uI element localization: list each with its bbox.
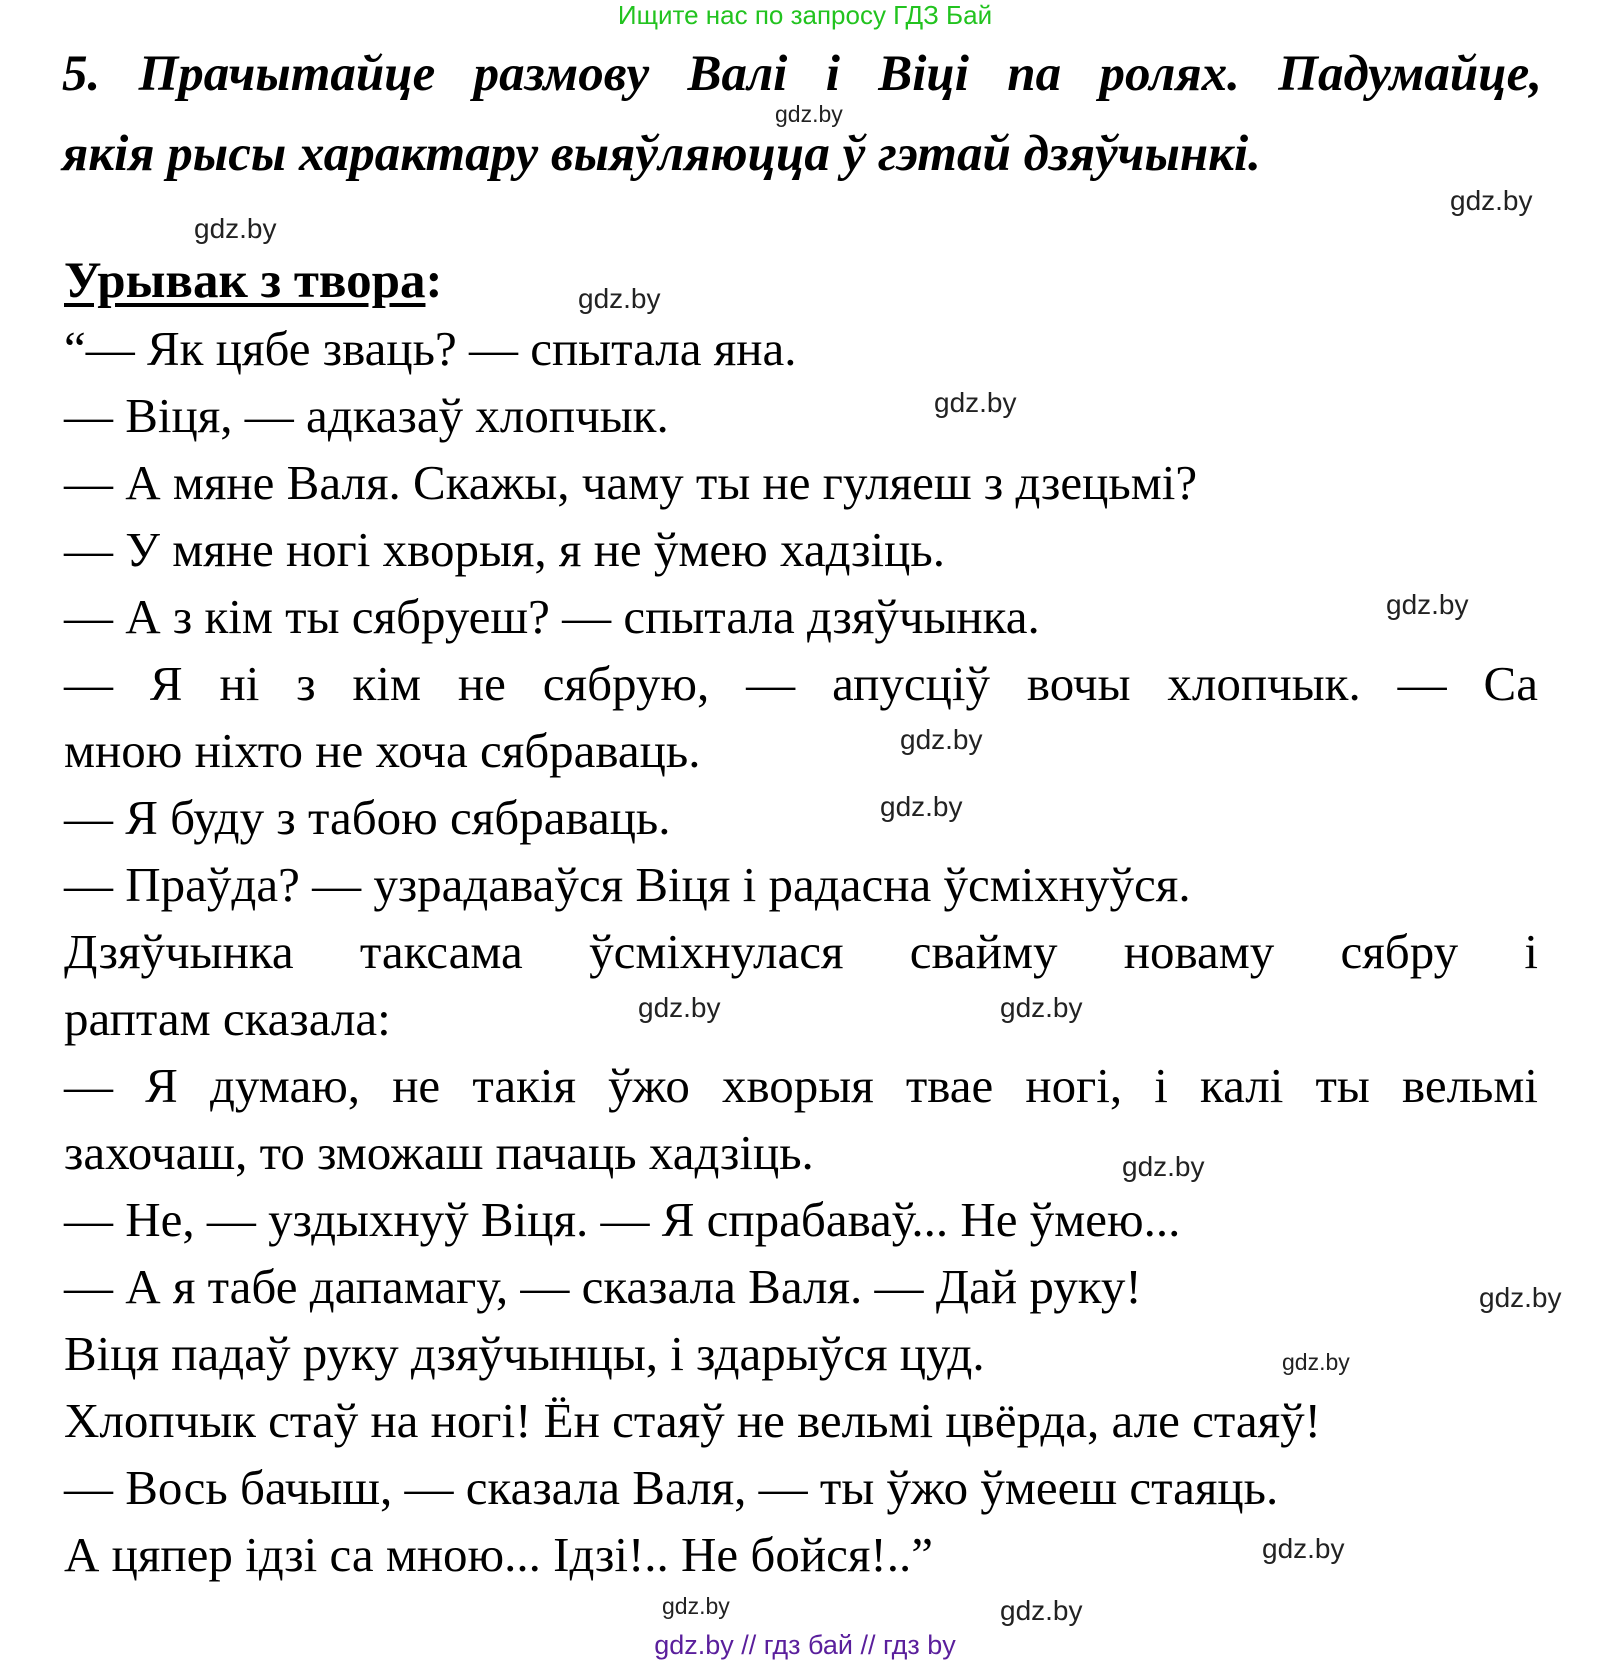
text-line: — У мяне ногі хворыя, я не ўмею хадзіць. bbox=[64, 522, 945, 577]
watermark: gdz.by bbox=[638, 992, 721, 1023]
watermark: gdz.by bbox=[1479, 1282, 1562, 1313]
watermark: gdz.by bbox=[1386, 589, 1469, 620]
watermark: gdz.by bbox=[1450, 185, 1533, 216]
text-line: Віця падаў руку дзяўчынцы, і здарыўся цуд. bbox=[64, 1326, 985, 1381]
watermark: gdz.by bbox=[1000, 1595, 1083, 1626]
text-line: — Віця, — адказаў хлопчык. bbox=[64, 388, 669, 443]
text-line: — А мяне Валя. Скажы, чаму ты не гуляеш з дзецьмі? bbox=[64, 455, 1198, 510]
task-title-line-2: якія рысы характару выяўляюцца ў гэтай дзяўчынкі. bbox=[62, 126, 1261, 182]
watermark: gdz.by bbox=[934, 387, 1017, 418]
text-line: раптам сказала: bbox=[64, 991, 391, 1046]
footer-links: gdz.by // гдз бай // гдз by bbox=[654, 1630, 956, 1660]
text-line: захочаш, то зможаш пачаць хадзіць. bbox=[64, 1125, 814, 1180]
search-banner: Ищите нас по запросу ГДЗ Бай bbox=[617, 0, 993, 30]
text-line: — Я ні з кім не сябрую, — апусціў вочы хлопчык. — Са bbox=[64, 656, 1538, 711]
watermark: gdz.by bbox=[662, 1593, 730, 1619]
watermark: gdz.by bbox=[1262, 1533, 1345, 1564]
watermark: gdz.by bbox=[775, 101, 843, 127]
watermark: gdz.by bbox=[194, 213, 277, 244]
text-line: — Вось бачыш, — сказала Валя, — ты ўжо ўмееш стаяць. bbox=[64, 1460, 1279, 1515]
watermark: gdz.by bbox=[578, 283, 661, 314]
watermark: gdz.by bbox=[1000, 992, 1083, 1023]
text-line: Хлопчык стаў на ногі! Ён стаяў не вельмі цвёрда, але стаяў! bbox=[64, 1393, 1321, 1448]
text-line: Дзяўчынка таксама ўсміхнулася свайму новаму сябру і bbox=[64, 924, 1538, 979]
watermark: gdz.by bbox=[880, 791, 963, 822]
text-line: мною ніхто не хоча сябраваць. bbox=[64, 723, 701, 778]
task-title-line-1: 5. Прачытайце размову Валі і Віці па ролях. Падумайце, bbox=[62, 46, 1542, 102]
text-line: — А з кім ты сябруеш? — спытала дзяўчынка. bbox=[64, 589, 1040, 644]
excerpt-heading-text: Урывак з твора bbox=[64, 253, 426, 309]
excerpt-heading bbox=[64, 248, 442, 314]
text-line: А цяпер ідзі са мною... Ідзі!.. Не бойся!..” bbox=[64, 1527, 933, 1582]
excerpt-heading-colon: : bbox=[425, 253, 443, 309]
text-line: — А я табе дапамагу, — сказала Валя. — Дай руку! bbox=[64, 1259, 1142, 1314]
text-line: “— Як цябе зваць? — спытала яна. bbox=[64, 321, 797, 376]
text-line: — Я думаю, не такія ўжо хворыя твае ногі, і калі ты вельмі bbox=[64, 1058, 1538, 1113]
text-line: — Не, — уздыхнуў Віця. — Я спрабаваў... Не ўмею... bbox=[64, 1192, 1181, 1247]
watermark: gdz.by bbox=[1122, 1151, 1205, 1182]
watermark: gdz.by bbox=[1282, 1349, 1350, 1375]
text-line: — Праўда? — узрадаваўся Віця і радасна ўсміхнуўся. bbox=[64, 857, 1191, 912]
text-line: — Я буду з табою сябраваць. bbox=[64, 790, 671, 845]
watermark: gdz.by bbox=[900, 724, 983, 755]
